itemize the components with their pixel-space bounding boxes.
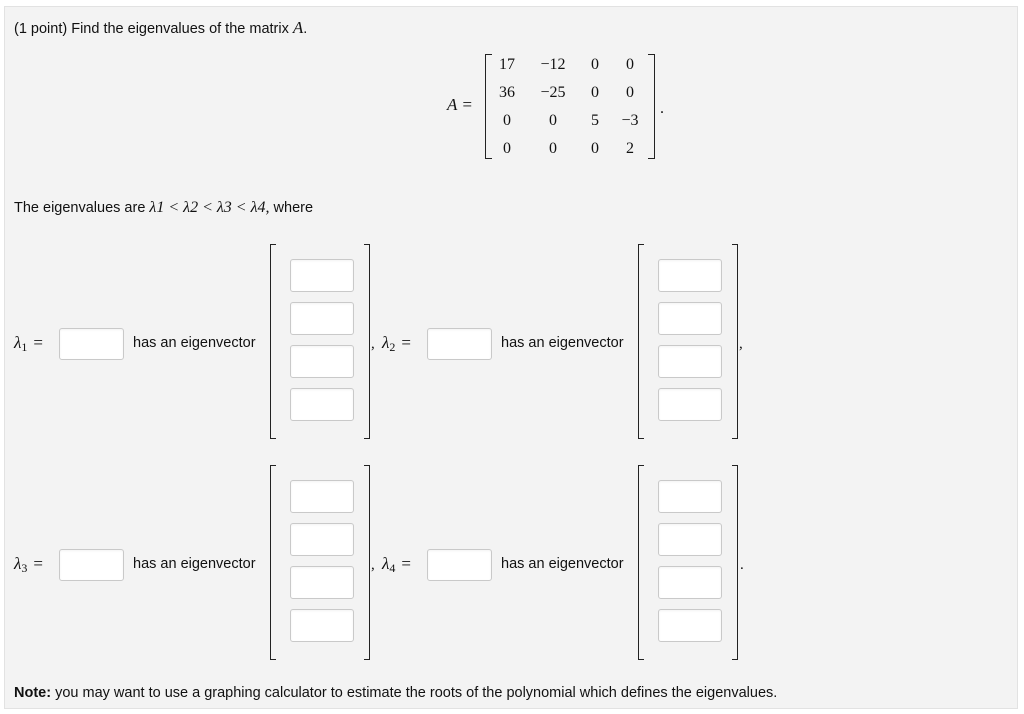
lambda-subscript: 4 <box>389 561 396 575</box>
eigen-statement <box>14 199 313 217</box>
matrix-cell: 0 <box>503 112 511 129</box>
matrix-cell: 5 <box>591 112 599 129</box>
vector-right-bracket <box>732 465 738 660</box>
eigenvector-4-component-2-input[interactable] <box>658 523 722 556</box>
has-eigenvector-label: has an eigenvector <box>501 556 624 572</box>
eigenvector-1-component-2-input[interactable] <box>290 302 354 335</box>
eigen-ordering: λ1 < λ2 < λ3 < λ4, <box>149 199 270 216</box>
lambda-subscript: 3 <box>21 561 28 575</box>
vector-right-bracket <box>732 244 738 439</box>
eigenvector-2-component-3-input[interactable] <box>658 345 722 378</box>
eigenvector-3-component-3-input[interactable] <box>290 566 354 599</box>
eigenvector-4-component-3-input[interactable] <box>658 566 722 599</box>
lambda-symbol: λ <box>382 554 390 573</box>
equals-sign: = <box>401 333 411 352</box>
matrix-cell: 0 <box>591 84 599 101</box>
matrix-cell: −3 <box>621 112 639 129</box>
eigenvector-4-component-1-input[interactable] <box>658 480 722 513</box>
matrix-cell: 2 <box>626 140 634 157</box>
equals-sign: = <box>33 554 43 573</box>
eigenvector-2-component-1-input[interactable] <box>658 259 722 292</box>
eigenvector-3-component-1-input[interactable] <box>290 480 354 513</box>
note-text: you may want to use a graphing calculator to estimate the roots of the polynomial which defines the eigenvalues. <box>51 685 778 701</box>
separator-comma: , <box>371 557 375 573</box>
matrix-cell: 17 <box>499 56 515 73</box>
has-eigenvector-label: has an eigenvector <box>133 556 256 572</box>
eigenvector-3-component-4-input[interactable] <box>290 609 354 642</box>
lambda-subscript: 1 <box>21 340 28 354</box>
vector-right-bracket <box>364 465 370 660</box>
eigen-statement-after: where <box>269 200 314 216</box>
problem-statement <box>14 18 307 38</box>
lambda-subscript: 2 <box>389 340 396 354</box>
vector-left-bracket <box>270 465 276 660</box>
problem-suffix: . <box>303 21 308 37</box>
has-eigenvector-label: has an eigenvector <box>501 335 624 351</box>
lambda-3-input[interactable] <box>59 549 124 581</box>
lambda-1-input[interactable] <box>59 328 124 360</box>
lambda-2-input[interactable] <box>427 328 492 360</box>
matrix-end-punct: . <box>660 100 664 117</box>
trailing-period: . <box>740 557 744 573</box>
matrix-cell: −25 <box>540 84 566 101</box>
lambda-2-label <box>382 333 411 355</box>
eigenvector-4-component-4-input[interactable] <box>658 609 722 642</box>
matrix-cell: 0 <box>626 84 634 101</box>
matrix-symbol: A <box>292 18 304 37</box>
lambda-4-label <box>382 554 411 576</box>
eigenvector-3-component-2-input[interactable] <box>290 523 354 556</box>
vector-left-bracket <box>270 244 276 439</box>
matrix-cell: 0 <box>591 140 599 157</box>
equals-sign: = <box>401 554 411 573</box>
matrix-cell: 0 <box>549 140 557 157</box>
matrix-cell: 0 <box>549 112 557 129</box>
vector-right-bracket <box>364 244 370 439</box>
lambda-1-label <box>14 333 43 355</box>
matrix-cell: 0 <box>626 56 634 73</box>
eigenvector-2-component-2-input[interactable] <box>658 302 722 335</box>
lambda-symbol: λ <box>382 333 390 352</box>
matrix-lhs <box>447 95 473 115</box>
lambda-3-label <box>14 554 43 576</box>
eigenvector-2-component-4-input[interactable] <box>658 388 722 421</box>
separator-comma: , <box>371 336 375 352</box>
equals-sign: = <box>33 333 43 352</box>
trailing-comma: , <box>739 336 743 352</box>
problem-prefix: (1 point) Find the eigenvalues of the matrix <box>14 21 293 37</box>
vector-left-bracket <box>638 465 644 660</box>
matrix-cell: 0 <box>503 140 511 157</box>
eigenvector-1-component-3-input[interactable] <box>290 345 354 378</box>
eigenvector-1-component-1-input[interactable] <box>290 259 354 292</box>
note <box>14 685 777 701</box>
matrix-lhs-text: A = <box>447 95 473 114</box>
lambda-4-input[interactable] <box>427 549 492 581</box>
lambda-symbol: λ <box>14 554 22 573</box>
matrix-cell: 36 <box>499 84 515 101</box>
vector-left-bracket <box>638 244 644 439</box>
eigen-statement-before: The eigenvalues are <box>14 200 150 216</box>
matrix-cell: −12 <box>540 56 566 73</box>
lambda-symbol: λ <box>14 333 22 352</box>
eigenvector-1-component-4-input[interactable] <box>290 388 354 421</box>
note-label: Note: <box>14 685 52 701</box>
has-eigenvector-label: has an eigenvector <box>133 335 256 351</box>
matrix-cell: 0 <box>591 56 599 73</box>
